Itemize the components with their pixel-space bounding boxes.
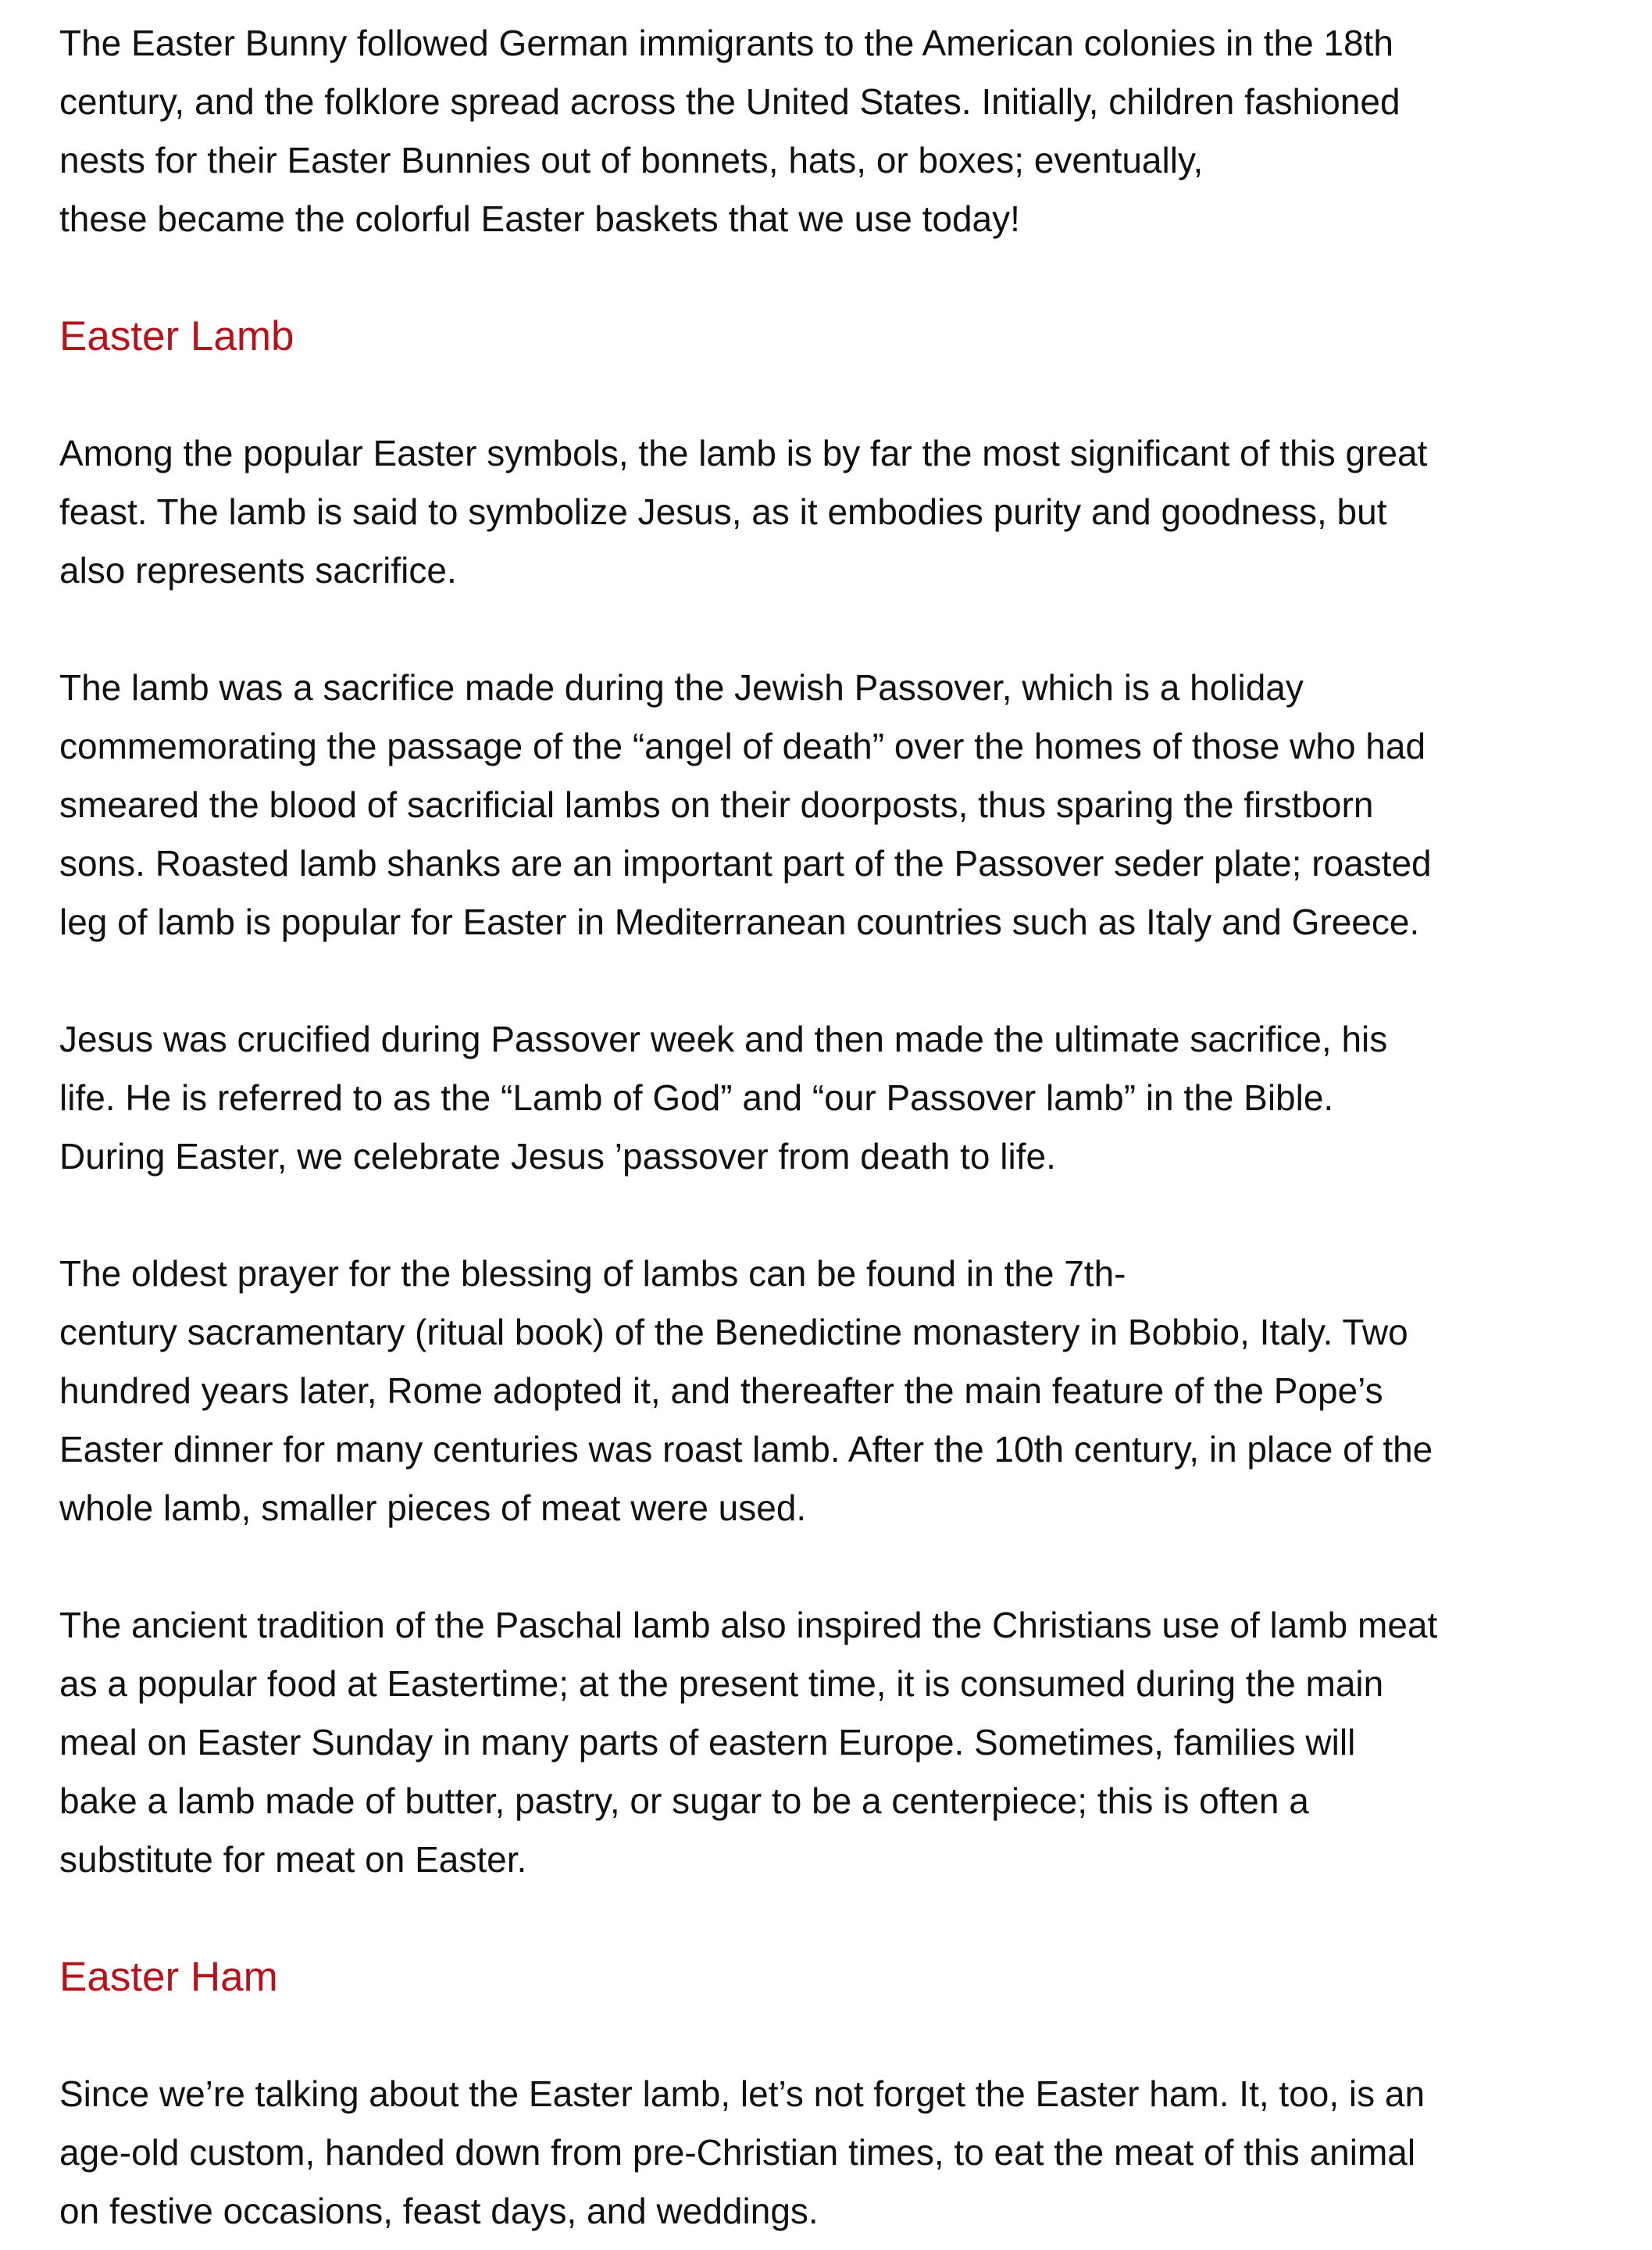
text-line: During Easter, we celebrate Jesus ’passover from death to life. bbox=[59, 1136, 1056, 1177]
text-line: Jesus was crucified during Passover week and then made the ultimate sacrifice, his bbox=[59, 1019, 1388, 1059]
spacer bbox=[59, 1889, 1614, 1948]
text-line: meal on Easter Sunday in many parts of eastern Europe. Sometimes, families will bbox=[59, 1722, 1356, 1762]
lamb-paragraph-1 bbox=[59, 424, 1614, 600]
text-line: The Easter Bunny followed German immigrants to the American colonies in the 18th bbox=[59, 23, 1393, 63]
spacer bbox=[59, 952, 1614, 1010]
text-line: smeared the blood of sacrificial lambs on their doorposts, thus sparing the firstborn bbox=[59, 784, 1374, 825]
text-line: Easter dinner for many centuries was roast lamb. After the 10th century, in place of the bbox=[59, 1429, 1433, 1470]
spacer bbox=[59, 366, 1614, 424]
text-line: commemorating the passage of the “angel of death” over the homes of those who had bbox=[59, 726, 1426, 766]
intro-paragraph bbox=[59, 14, 1614, 248]
text-line: The oldest prayer for the blessing of lambs can be found in the 7th- bbox=[59, 1253, 1126, 1294]
text-line: as a popular food at Eastertime; at the present time, it is consumed during the main bbox=[59, 1663, 1384, 1704]
text-line: hundred years later, Rome adopted it, and thereafter the main feature of the Pope’s bbox=[59, 1370, 1383, 1411]
lamb-paragraph-3 bbox=[59, 1010, 1614, 1186]
text-line: century, and the folklore spread across the United States. Initially, children fashioned bbox=[59, 81, 1400, 122]
text-line: whole lamb, smaller pieces of meat were used. bbox=[59, 1488, 807, 1528]
spacer bbox=[59, 1186, 1614, 1245]
spacer bbox=[59, 2006, 1614, 2065]
text-line: age-old custom, handed down from pre-Christian times, to eat the meat of this animal bbox=[59, 2132, 1416, 2173]
text-line: also represents sacrifice. bbox=[59, 550, 457, 591]
text-line: on festive occasions, feast days, and weddings. bbox=[59, 2191, 819, 2231]
text-line: Since we’re talking about the Easter lamb, let’s not forget the Easter ham. It, too, is an bbox=[59, 2073, 1425, 2114]
text-line: substitute for meat on Easter. bbox=[59, 1839, 527, 1880]
text-line: life. He is referred to as the “Lamb of God” and “our Passover lamb” in the Bible. bbox=[59, 1077, 1334, 1118]
spacer bbox=[59, 600, 1614, 659]
text-line: Among the popular Easter symbols, the lamb is by far the most significant of this great bbox=[59, 433, 1428, 473]
section-heading-easter-ham: Easter Ham bbox=[59, 1954, 278, 2000]
spacer bbox=[59, 1538, 1614, 1596]
ham-paragraph-1 bbox=[59, 2065, 1614, 2241]
text-line: leg of lamb is popular for Easter in Mediterranean countries such as Italy and Greece. bbox=[59, 902, 1420, 942]
text-line: century sacramentary (ritual book) of the Benedictine monastery in Bobbio, Italy. Two bbox=[59, 1312, 1408, 1352]
text-line: The lamb was a sacrifice made during the Jewish Passover, which is a holiday bbox=[59, 667, 1304, 708]
lamb-paragraph-2 bbox=[59, 659, 1614, 952]
text-line: bake a lamb made of butter, pastry, or sugar to be a centerpiece; this is often a bbox=[59, 1780, 1309, 1821]
section-heading-easter-lamb: Easter Lamb bbox=[59, 313, 294, 359]
text-line: nests for their Easter Bunnies out of bonnets, hats, or boxes; eventually, bbox=[59, 140, 1204, 180]
lamb-paragraph-4 bbox=[59, 1245, 1614, 1538]
text-line: feast. The lamb is said to symbolize Jesus, as it embodies purity and goodness, but bbox=[59, 491, 1387, 532]
spacer bbox=[59, 248, 1614, 307]
lamb-paragraph-5 bbox=[59, 1596, 1614, 1889]
text-line: these became the colorful Easter baskets that we use today! bbox=[59, 198, 1020, 239]
text-line: The ancient tradition of the Paschal lamb also inspired the Christians use of lamb meat bbox=[59, 1605, 1438, 1645]
article-body bbox=[59, 14, 1614, 2241]
text-line: sons. Roasted lamb shanks are an important part of the Passover seder plate; roasted bbox=[59, 843, 1432, 884]
